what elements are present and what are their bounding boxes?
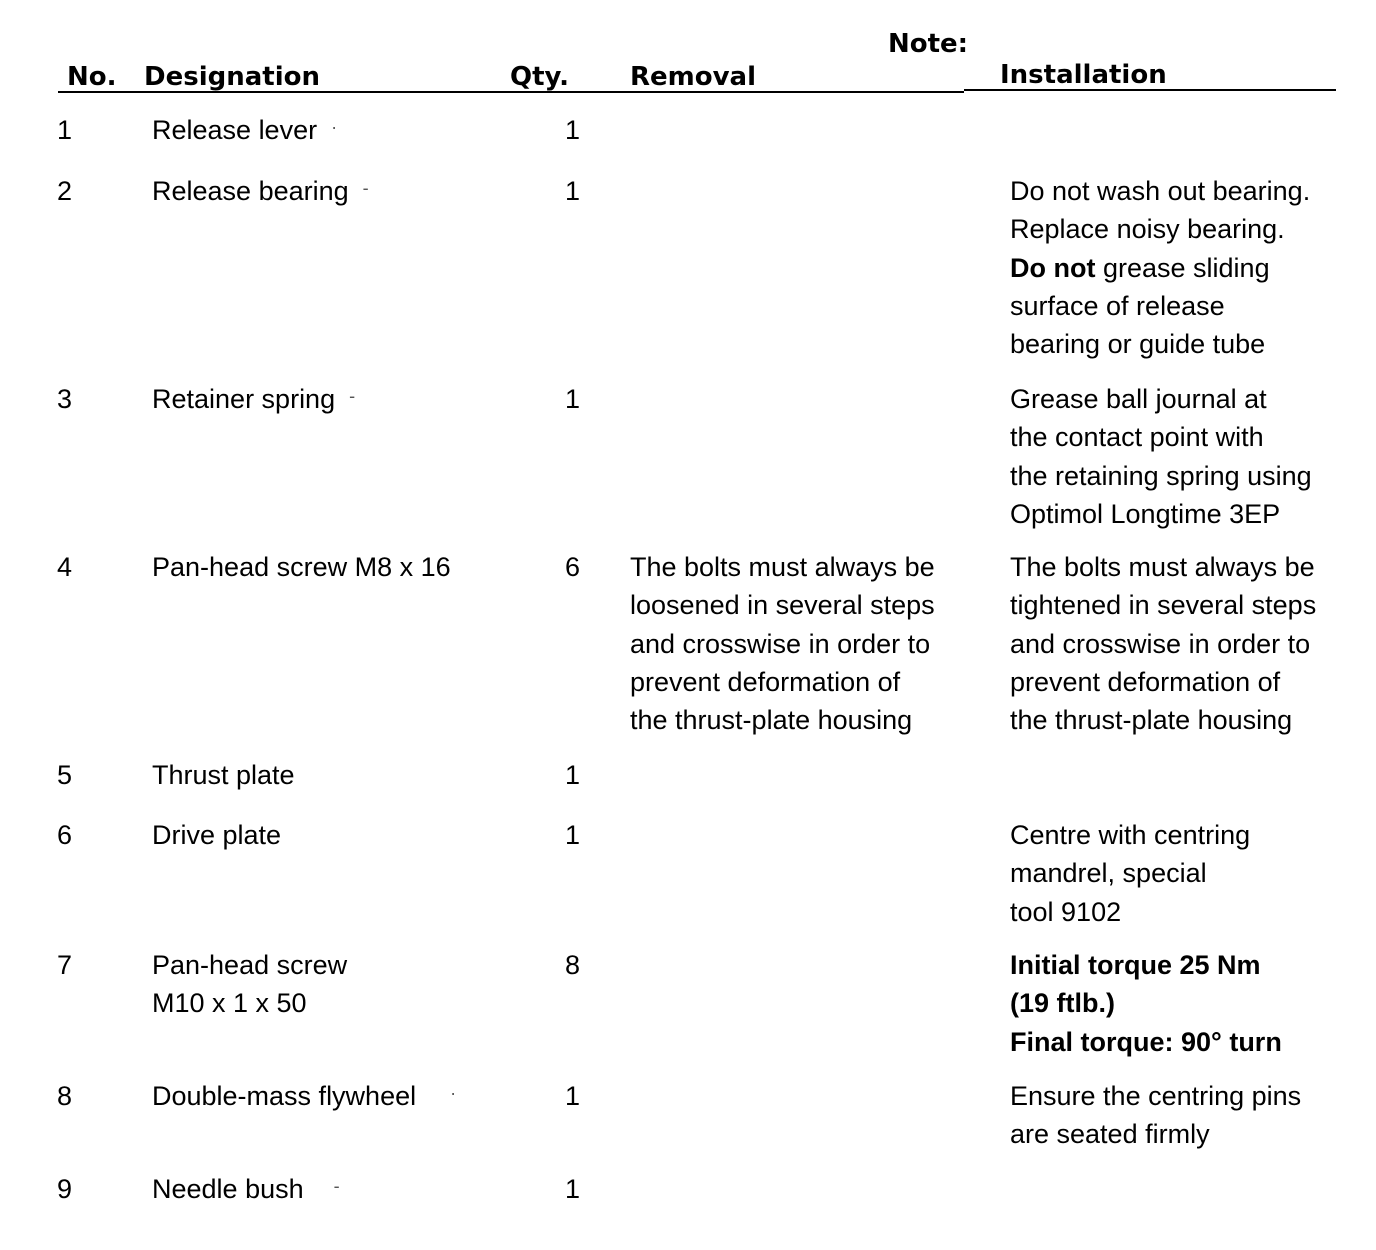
- item-number: 8: [57, 1081, 73, 1111]
- installation-note: Ensure the centring pins are seated firmly: [1010, 1081, 1302, 1150]
- column-header-qty: Qty.: [510, 62, 569, 92]
- installation-note: Centre with centring mandrel, special tool 9102: [1010, 820, 1251, 927]
- item-designation: Pan-head screw M10 x 1 x 50: [152, 950, 348, 1019]
- item-quantity: 8: [565, 950, 581, 980]
- item-quantity: 1: [565, 176, 581, 206]
- item-number: 5: [57, 760, 73, 790]
- item-number: 3: [57, 384, 73, 414]
- installation-note: The bolts must always be tightened in several steps and crosswise in order to prevent deformation of the thrust-plate housing: [1010, 552, 1317, 736]
- installation-note: Do not wash out bearing. Replace noisy bearing. Do not grease sliding surface of release bearing or guide tube: [1010, 176, 1311, 360]
- emphasis: Do not: [1010, 252, 1096, 283]
- item-number: 7: [57, 950, 73, 980]
- item-designation: Needle bush -: [152, 1174, 340, 1204]
- item-quantity: 1: [565, 760, 581, 790]
- item-quantity: 1: [565, 820, 581, 850]
- item-quantity: 1: [565, 384, 581, 414]
- removal-note: The bolts must always be loosened in several steps and crosswise in order to prevent deformation of the thrust-plate housing: [630, 552, 935, 736]
- item-designation: Drive plate: [152, 820, 282, 850]
- item-designation: Release bearing -: [152, 176, 369, 206]
- item-designation: Retainer spring -: [152, 384, 356, 414]
- header-underline: [58, 91, 964, 93]
- installation-torque-note: Initial torque 25 Nm (19 ftlb.) Final torque: 90° turn: [1010, 950, 1282, 1057]
- item-designation: Release lever ·: [152, 115, 338, 145]
- column-header-designation: Designation: [144, 62, 320, 92]
- item-number: 9: [57, 1174, 73, 1204]
- column-header-installation: Installation: [1000, 60, 1167, 90]
- item-designation: Double-mass flywheel ·: [152, 1081, 457, 1111]
- item-designation: Thrust plate: [152, 760, 295, 790]
- item-number: 4: [57, 552, 73, 582]
- item-quantity: 1: [565, 1081, 581, 1111]
- item-quantity: 1: [565, 1174, 581, 1204]
- column-header-no: No.: [67, 62, 117, 92]
- item-number: 6: [57, 820, 73, 850]
- installation-note: Grease ball journal at the contact point with the retaining spring using Optimol Longtime 3EP: [1010, 384, 1312, 529]
- column-header-removal: Removal: [630, 62, 757, 92]
- item-number: 1: [57, 115, 73, 145]
- item-quantity: 1: [565, 115, 581, 145]
- item-quantity: 6: [565, 552, 581, 582]
- item-designation: Pan-head screw M8 x 16: [152, 552, 451, 582]
- installation-underline: [964, 89, 1336, 91]
- note-heading: Note:: [888, 29, 969, 59]
- item-number: 2: [57, 176, 73, 206]
